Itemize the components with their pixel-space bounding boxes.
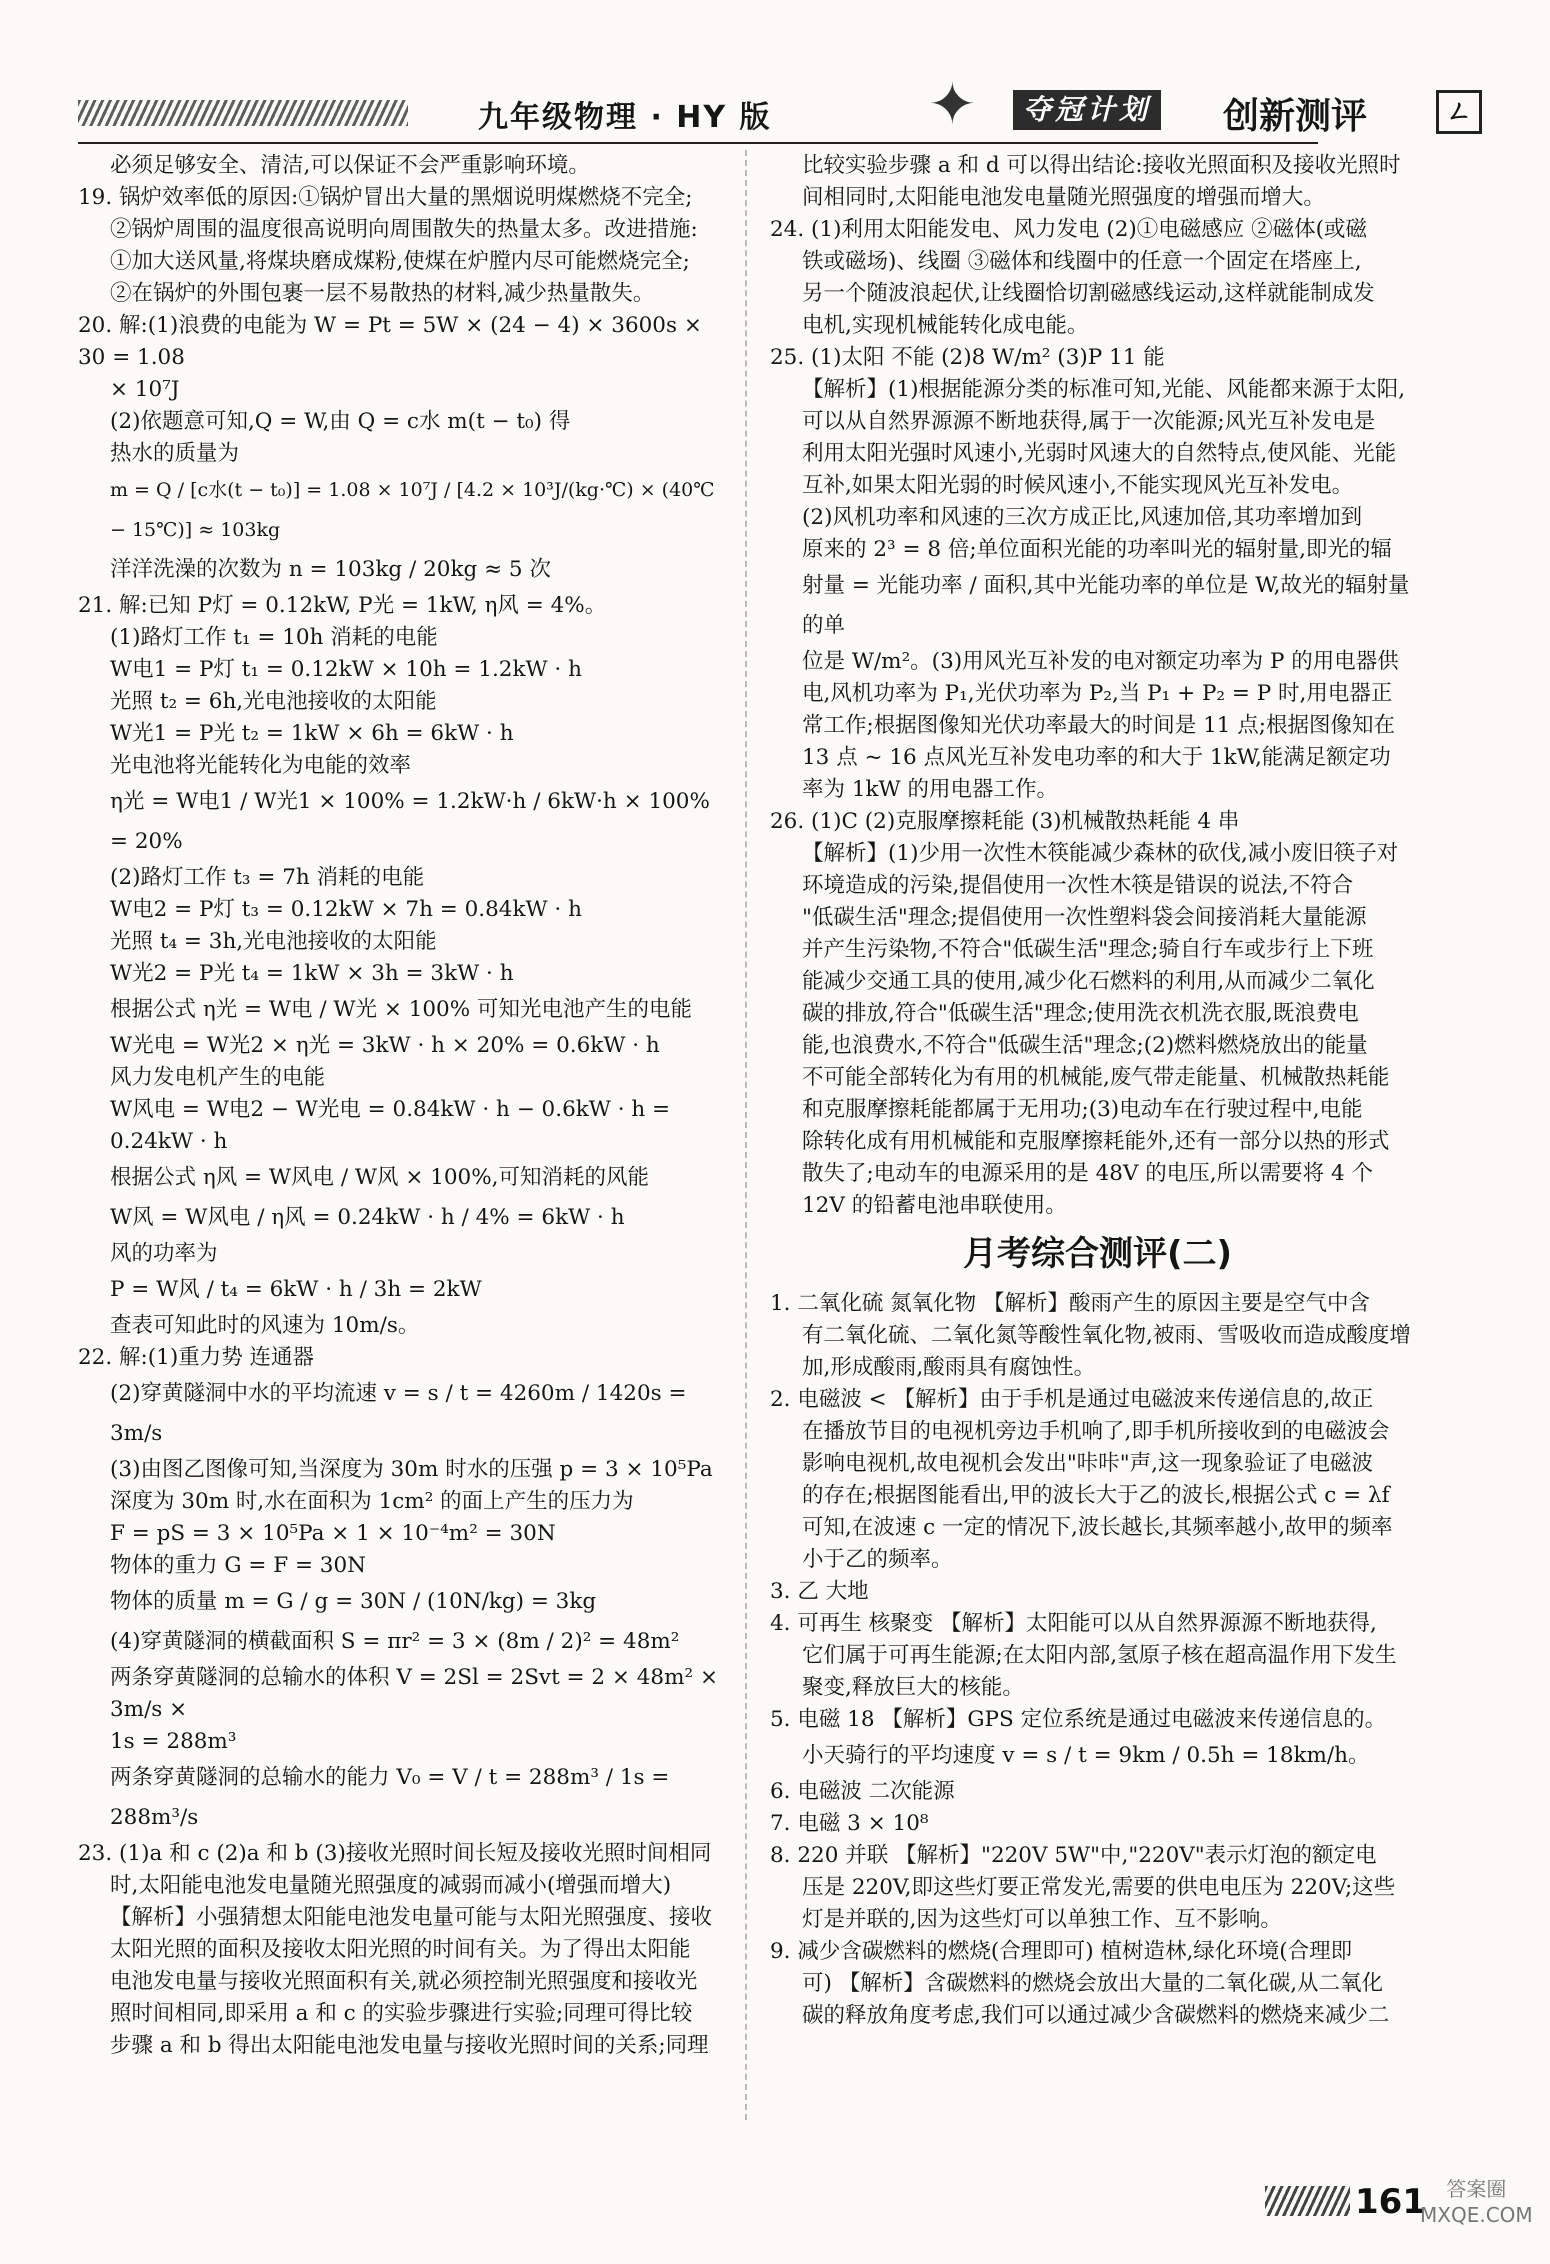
formula-line: 小天骑行的平均速度 v = s / t = 9km / 0.5h = 18km/h。 <box>802 1743 1370 1768</box>
text-line: 加,形成酸雨,酸雨具有腐蚀性。 <box>802 1355 1096 1380</box>
text-line: 除转化成有用机械能和克服摩擦耗能外,还有一部分以热的形式 <box>802 1129 1390 1154</box>
text-line: 的存在;根据图能看出,甲的波长大于乙的波长,根据公式 c = λf <box>802 1483 1390 1508</box>
formula-line: 根据公式 η风 = W风电 / W风 × 100%,可知消耗的风能 <box>110 1165 649 1190</box>
text-line: 铁或磁场)、线圈 ③磁体和线圈中的任意一个固定在塔座上, <box>802 249 1362 274</box>
header-rule <box>78 142 1318 144</box>
answer-2: 2. 电磁波 < 【解析】由于手机是通过电磁波来传递信息的,故正 <box>770 1387 1374 1412</box>
text-line: 12V 的铅蓄电池串联使用。 <box>802 1193 1067 1218</box>
analysis-text: 【解析】(1)根据能源分类的标准可知,光能、风能都来源于太阳, <box>802 377 1406 402</box>
text-line: 能,也浪费水,不符合"低碳生活"理念;(2)燃料燃烧放出的能量 <box>802 1033 1368 1058</box>
left-column <box>78 150 728 2062</box>
footer-decoration <box>1265 2186 1350 2216</box>
text-line: 环境造成的污染,提倡使用一次性木筷是错误的说法,不符合 <box>802 873 1354 898</box>
text-line: 常工作;根据图像知光伏功率最大的时间是 11 点;根据图像知在 <box>802 713 1396 738</box>
header-decoration <box>78 100 408 126</box>
answer-21: 21. 解:已知 P灯 = 0.12kW, P光 = 1kW, η风 = 4%。 <box>78 593 607 618</box>
text-line: W光1 = P光 t₂ = 1kW × 6h = 6kW · h <box>110 721 514 746</box>
text-line: 不可能全部转化为有用的机械能,废气带走能量、机械散热耗能 <box>802 1065 1390 1090</box>
text-line: 可) 【解析】含碳燃料的燃烧会放出大量的二氧化碳,从二氧化 <box>802 1971 1384 1996</box>
formula-line: 洋洋洗澡的次数为 n = 103kg / 20kg ≈ 5 次 <box>110 557 551 582</box>
answer-22: 22. 解:(1)重力势 连通器 <box>78 1345 315 1370</box>
text-line: 物体的重力 G = F = 30N <box>110 1553 366 1578</box>
text-line: (2)路灯工作 t₃ = 7h 消耗的电能 <box>110 865 425 890</box>
text-line: 光电池将光能转化为电能的效率 <box>110 753 412 778</box>
answer-4: 4. 可再生 核聚变 【解析】太阳能可以从自然界源源不断地获得, <box>770 1611 1377 1636</box>
text-line: ②锅炉周围的温度很高说明向周围散失的热量太多。改进措施: <box>110 217 698 242</box>
series-mark-icon: ㄥ <box>1436 90 1482 134</box>
answer-5: 5. 电磁 18 【解析】GPS 定位系统是通过电磁波来传递信息的。 <box>770 1707 1387 1732</box>
text-line: 深度为 30m 时,水在面积为 1cm² 的面上产生的压力为 <box>110 1489 634 1514</box>
answer-9: 9. 减少含碳燃料的燃烧(合理即可) 植树造林,绿化环境(合理即 <box>770 1939 1353 1964</box>
text-line: (2)风机功率和风速的三次方成正比,风速加倍,其功率增加到 <box>802 505 1363 530</box>
text-line: 碳的排放,符合"低碳生活"理念;使用洗衣机洗衣服,既浪费电 <box>802 1001 1359 1026</box>
formula-line: (4)穿黄隧洞的横截面积 S = πr² = 3 × (8m / 2)² = 48m² <box>110 1629 680 1654</box>
right-column <box>770 150 1425 2032</box>
analysis-text: 【解析】小强猜想太阳能电池发电量可能与太阳光照强度、接收 <box>110 1905 713 1930</box>
text-line: 查表可知此时的风速为 10m/s。 <box>110 1313 420 1338</box>
text-line: 和克服摩擦耗能都属于无用功;(3)电动车在行驶过程中,电能 <box>802 1097 1363 1122</box>
formula-line: 射量 = 光能功率 / 面积,其中光能功率的单位是 W,故光的辐射量的单 <box>802 573 1410 638</box>
answer-7: 7. 电磁 3 × 10⁸ <box>770 1811 929 1836</box>
text-line: (2)依题意可知,Q = W,由 Q = c水 m(t − t₀) 得 <box>110 409 571 434</box>
text-line: 间相同时,太阳能电池发电量随光照强度的增强而增大。 <box>802 185 1325 210</box>
answer-26: 26. (1)C (2)克服摩擦耗能 (3)机械散热耗能 4 串 <box>770 809 1240 834</box>
text-line: ①加大送风量,将煤块磨成煤粉,使煤在炉膛内尽可能燃烧完全; <box>110 249 690 274</box>
page-number: 161 <box>1355 2182 1426 2222</box>
page-header <box>78 70 1478 148</box>
text-line: W光2 = P光 t₄ = 1kW × 3h = 3kW · h <box>110 961 514 986</box>
text-line: 电,风机功率为 P₁,光伏功率为 P₂,当 P₁ + P₂ = P 时,用电器正 <box>802 681 1393 706</box>
text-line: 碳的释放角度考虑,我们可以通过减少含碳燃料的燃烧来减少二 <box>802 2003 1390 2028</box>
text-line: ②在锅炉的外围包裹一层不易散热的材料,减少热量散失。 <box>110 281 655 306</box>
answer-23: 23. (1)a 和 c (2)a 和 b (3)接收光照时间长短及接收光照时间相同 <box>78 1841 712 1866</box>
formula-line: P = W风 / t₄ = 6kW · h / 3h = 2kW <box>110 1277 482 1302</box>
formula-line: 物体的质量 m = G / g = 30N / (10N/kg) = 3kg <box>110 1589 597 1614</box>
text-line: (3)由图乙图像可知,当深度为 30m 时水的压强 p = 3 × 10⁵Pa <box>110 1457 713 1482</box>
text-line: 步骤 a 和 b 得出太阳能电池发电量与接收光照时间的关系;同理 <box>110 2033 709 2058</box>
text-line: F = pS = 3 × 10⁵Pa × 1 × 10⁻⁴m² = 30N <box>110 1521 556 1546</box>
answer-1: 1. 二氧化硫 氮氧化物 【解析】酸雨产生的原因主要是空气中含 <box>770 1291 1371 1316</box>
text-line: 太阳光照的面积及接收太阳光照的时间有关。为了得出太阳能 <box>110 1937 691 1962</box>
text-line: (1)路灯工作 t₁ = 10h 消耗的电能 <box>110 625 438 650</box>
analysis-text: 【解析】(1)少用一次性木筷能减少森林的砍伐,减小废旧筷子对 <box>802 841 1399 866</box>
text-line: 电机,实现机械能转化成电能。 <box>802 313 1089 338</box>
text-line: 光照 t₂ = 6h,光电池接收的太阳能 <box>110 689 437 714</box>
watermark <box>1420 2176 1533 2228</box>
text-line: 可知,在波速 c 一定的情况下,波长越长,其频率越小,故甲的频率 <box>802 1515 1393 1540</box>
answer-19: 19. 锅炉效率低的原因:①锅炉冒出大量的黑烟说明煤燃烧不完全; <box>78 185 693 210</box>
text-line: 必须足够安全、清洁,可以保证不会严重影响环境。 <box>110 153 590 178</box>
text-line: 两条穿黄隧洞的总输水的体积 V = 2Sl = 2Svt = 2 × 48m² × 3m/s × <box>110 1665 718 1722</box>
formula-line: 两条穿黄隧洞的总输水的能力 V₀ = V / t = 288m³ / 1s = 288m³/s <box>110 1765 670 1830</box>
runner-logo-icon: ✦ <box>928 70 977 138</box>
text-line: × 10⁷J <box>110 377 180 402</box>
watermark-text: 答案圈 <box>1446 2177 1507 2201</box>
text-line: 光照 t₄ = 3h,光电池接收的太阳能 <box>110 929 437 954</box>
text-line: 1s = 288m³ <box>110 1729 237 1754</box>
text-line: 能减少交通工具的使用,减少化石燃料的利用,从而减少二氧化 <box>802 969 1375 994</box>
text-line: 另一个随波浪起伏,让线圈恰切割磁感线运动,这样就能制成发 <box>802 281 1375 306</box>
answer-6: 6. 电磁波 二次能源 <box>770 1779 955 1804</box>
formula-line: m = Q / [c水(t − t₀)] = 1.08 × 10⁷J / [4.2 × 10³J/(kg·℃) × (40℃ − 15℃)] ≈ 103kg <box>110 479 715 541</box>
text-line: 位是 W/m²。(3)用风光互补发的电对额定功率为 P 的用电器供 <box>802 649 1399 674</box>
text-line: 电池发电量与接收光照面积有关,就必须控制光照强度和接收光 <box>110 1969 698 1994</box>
text-line: 风的功率为 <box>110 1241 218 1266</box>
book-title: 九年级物理 · HY 版 <box>478 100 772 135</box>
text-line: 它们属于可再生能源;在太阳内部,氢原子核在超高温作用下发生 <box>802 1643 1397 1668</box>
answer-25: 25. (1)太阳 不能 (2)8 W/m² (3)P 11 能 <box>770 345 1165 370</box>
column-divider <box>745 150 747 2120</box>
formula-line: 根据公式 η光 = W电 / W光 × 100% 可知光电池产生的电能 <box>110 997 692 1022</box>
text-line: 原来的 2³ = 8 倍;单位面积光能的功率叫光的辐射量,即光的辐 <box>802 537 1392 562</box>
text-line: 风力发电机产生的电能 <box>110 1065 326 1090</box>
text-line: 利用太阳光强时风速小,光弱时风速大的自然特点,使风能、光能 <box>802 441 1397 466</box>
answer-20: 20. 解:(1)浪费的电能为 W = Pt = 5W × (24 − 4) × 3600s × 30 = 1.08 <box>78 313 702 370</box>
section-title: 月考综合测评(二) <box>962 1234 1233 1274</box>
text-line: 率为 1kW 的用电器工作。 <box>802 777 1058 802</box>
answer-3: 3. 乙 大地 <box>770 1579 869 1604</box>
text-line: 13 点 ~ 16 点风光互补发电功率的和大于 1kW,能满足额定功 <box>802 745 1391 770</box>
text-line: 时,太阳能电池发电量随光照强度的减弱而减小(增强而增大) <box>110 1873 672 1898</box>
text-line: 散失了;电动车的电源采用的是 48V 的电压,所以需要将 4 个 <box>802 1161 1373 1186</box>
text-line: W风电 = W电2 − W光电 = 0.84kW · h − 0.6kW · h = 0.24kW · h <box>110 1097 671 1154</box>
text-line: 热水的质量为 <box>110 441 240 466</box>
formula-line: W风 = W风电 / η风 = 0.24kW · h / 4% = 6kW · h <box>110 1205 625 1230</box>
answer-8: 8. 220 并联 【解析】"220V 5W"中,"220V"表示灯泡的额定电 <box>770 1843 1377 1868</box>
series-name: 创新测评 <box>1223 96 1368 137</box>
brand-logo: 夺冠计划 <box>1013 90 1161 130</box>
text-line: 在播放节目的电视机旁边手机响了,即手机所接收到的电磁波会 <box>802 1419 1390 1444</box>
text-line: 比较实验步骤 a 和 d 可以得出结论:接收光照面积及接收光照时 <box>802 153 1401 178</box>
text-line: 影响电视机,故电视机会发出"咔咔"声,这一现象验证了电磁波 <box>802 1451 1373 1476</box>
text-line: W电2 = P灯 t₃ = 0.12kW × 7h = 0.84kW · h <box>110 897 582 922</box>
text-line: W电1 = P灯 t₁ = 0.12kW × 10h = 1.2kW · h <box>110 657 582 682</box>
text-line: 有二氧化硫、二氧化氮等酸性氧化物,被雨、雪吸收而造成酸度增 <box>802 1323 1411 1348</box>
formula-line: (2)穿黄隧洞中水的平均流速 v = s / t = 4260m / 1420s = 3m/s <box>110 1381 687 1446</box>
text-line: 可以从自然界源源不断地获得,属于一次能源;风光互补发电是 <box>802 409 1376 434</box>
text-line: 压是 220V,即这些灯要正常发光,需要的供电电压为 220V;这些 <box>802 1875 1396 1900</box>
answer-24: 24. (1)利用太阳能发电、风力发电 (2)①电磁感应 ②磁体(或磁 <box>770 217 1367 242</box>
text-line: 照时间相同,即采用 a 和 c 的实验步骤进行实验;同理可得比较 <box>110 2001 693 2026</box>
text-line: "低碳生活"理念;提倡使用一次性塑料袋会间接消耗大量能源 <box>802 905 1367 930</box>
text-line: 并产生污染物,不符合"低碳生活"理念;骑自行车或步行上下班 <box>802 937 1374 962</box>
watermark-url: MXQE.COM <box>1420 2203 1533 2227</box>
text-line: 互补,如果太阳光弱的时候风速小,不能实现风光互补发电。 <box>802 473 1354 498</box>
text-line: W光电 = W光2 × η光 = 3kW · h × 20% = 0.6kW · h <box>110 1033 660 1058</box>
text-line: 聚变,释放巨大的核能。 <box>802 1675 1024 1700</box>
text-line: 小于乙的频率。 <box>802 1547 953 1572</box>
formula-line: η光 = W电1 / W光1 × 100% = 1.2kW·h / 6kW·h × 100% = 20% <box>110 789 710 854</box>
text-line: 灯是并联的,因为这些灯可以单独工作、互不影响。 <box>802 1907 1282 1932</box>
